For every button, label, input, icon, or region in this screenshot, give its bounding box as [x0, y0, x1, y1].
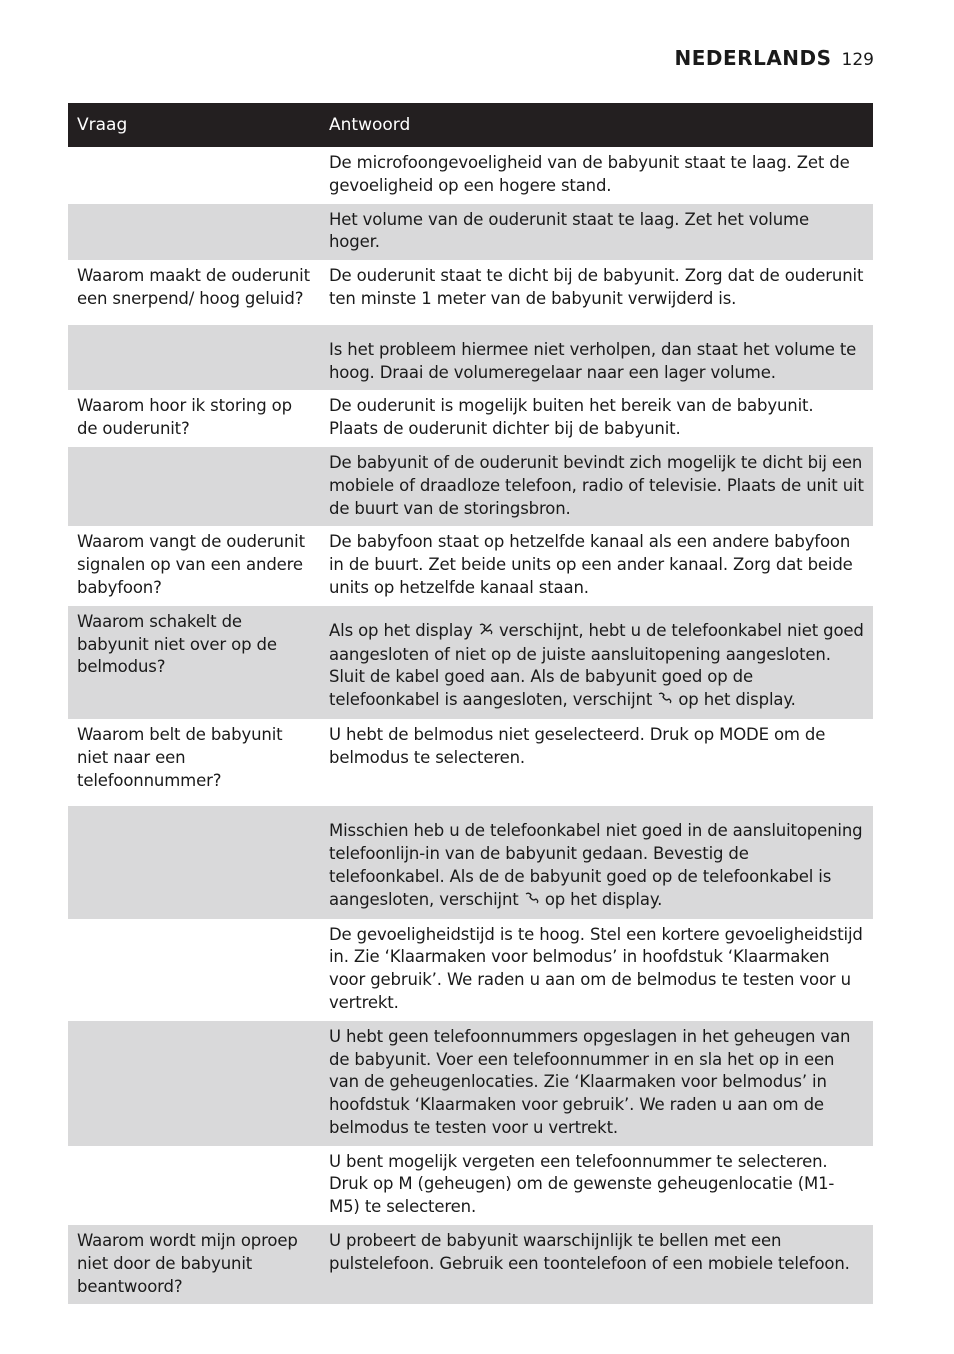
- table-row: [68, 260, 873, 325]
- answer-cell: Is het probleem hiermee niet verholpen, dan staat het volume te hoog. Draai de volumeregelaar naar een lager volume.: [320, 325, 873, 391]
- answer-text: Als op het display: [329, 620, 478, 640]
- page-number: 129: [841, 50, 874, 70]
- question-cell: [68, 1021, 320, 1146]
- table-row: [68, 806, 873, 918]
- table-row: [68, 390, 873, 447]
- table-header-row: [68, 103, 873, 147]
- question-cell: Waarom wordt mijn oproep niet door de babyunit beantwoord?: [68, 1225, 320, 1304]
- question-cell: Waarom hoor ik storing op de ouderunit?: [77, 396, 292, 439]
- table-row: [68, 204, 873, 261]
- answer-cell: De babyfoon staat op hetzelfde kanaal als een andere babyfoon in de buurt. Zet beide units op een ander kanaal. Zorg dat beide units op hetzelfde kanaal staan.: [329, 532, 853, 597]
- table-row: [68, 447, 873, 526]
- answer-cell: De babyunit of de ouderunit bevindt zich mogelijk te dicht bij een mobiele of draadloze telefoon, radio of televisie. Plaats de unit uit de buurt van de storingsbron.: [320, 447, 873, 526]
- question-cell: Waarom maakt de ouderunit een snerpend/ hoog geluid?: [77, 266, 310, 308]
- answer-cell: [320, 806, 873, 918]
- answer-text: op het display.: [539, 889, 663, 909]
- answer-cell: De ouderunit staat te dicht bij de babyunit. Zorg dat de ouderunit ten minste 1 meter van de babyunit verwijderd is.: [329, 266, 864, 308]
- question-cell: [68, 806, 320, 918]
- question-cell: Waarom belt de babyunit niet naar een telefoonnummer?: [77, 724, 283, 790]
- table-row: [68, 606, 873, 719]
- answer-cell: Het volume van de ouderunit staat te laag. Zet het volume hoger.: [320, 204, 873, 261]
- question-cell: Waarom schakelt de babyunit niet over op de belmodus?: [68, 606, 320, 719]
- question-cell: [68, 204, 320, 261]
- answer-text: verschijnt, hebt u de telefoonkabel niet goed aangesloten of niet op de juiste aansluitopening aangesloten. Sluit de kabel goed aan. Als de babyunit goed op de telefoonkabel is aangesloten, verschijnt: [329, 620, 864, 710]
- question-cell: [68, 919, 320, 1021]
- answer-text: Misschien heb u de telefoonkabel niet goed in de aansluitopening telefoonlijn-in van de babyunit gedaan. Bevestig de telefoonkabel. Als de de babyunit goed op de telefoonkabel is aangesloten, verschijnt: [329, 821, 863, 909]
- question-cell: [68, 325, 320, 391]
- answer-cell: U probeert de babyunit waarschijnlijk te bellen met een pulstelefoon. Gebruik een toontelefoon of een mobiele telefoon.: [320, 1225, 873, 1304]
- table-row: [68, 1225, 873, 1304]
- troubleshooting-table: [68, 103, 873, 1304]
- answer-text: op het display.: [673, 690, 796, 710]
- answer-cell: U hebt geen telefoonnummers opgeslagen in het geheugen van de babyunit. Voer een telefoonnummer in en sla het op in een van de geheugenlocaties. Zie ‘Klaarmaken voor belmodus’ in hoofdstuk ‘Klaarmaken voor gebruik’. We raden u aan om de belmodus te testen voor u vertrekt.: [320, 1021, 873, 1146]
- language-label: NEDERLANDS: [674, 46, 832, 70]
- page-header: [675, 46, 874, 70]
- question-cell: Waarom vangt de ouderunit signalen op van een andere babyfoon?: [77, 532, 305, 597]
- column-header-answer: Antwoord: [320, 103, 873, 147]
- answer-cell: De ouderunit is mogelijk buiten het bereik van de babyunit. Plaats de ouderunit dichter bij de babyunit.: [329, 396, 814, 439]
- answer-cell: U hebt de belmodus niet geselecteerd. Druk op MODE om de belmodus te selecteren.: [329, 724, 826, 767]
- column-header-question: Vraag: [68, 103, 320, 147]
- answer-cell: De microfoongevoeligheid van de babyunit staat te laag. Zet de gevoeligheid op een hogere stand.: [329, 153, 850, 195]
- table-row: [68, 719, 873, 806]
- table-row: [68, 1021, 873, 1146]
- answer-cell: U bent mogelijk vergeten een telefoonnummer te selecteren. Druk op M (geheugen) om de gewenste geheugenlocatie (M1-M5) te selecteren.: [329, 1151, 835, 1217]
- table-row: [68, 325, 873, 391]
- question-cell: [68, 1146, 320, 1225]
- phone-connected-icon: [657, 693, 673, 709]
- question-cell: [68, 447, 320, 526]
- table-row: [68, 1146, 873, 1225]
- answer-cell: [320, 606, 873, 719]
- question-cell: [68, 147, 320, 204]
- answer-cell: De gevoeligheidstijd is te hoog. Stel een kortere gevoeligheidstijd in. Zie ‘Klaarmaken voor belmodus’ in hoofdstuk ‘Klaarmaken voor gebruik’. We raden u aan om de belmodus te testen voor u vertrekt.: [329, 924, 863, 1012]
- phone-connected-icon: [524, 893, 540, 909]
- table-row: [68, 147, 873, 204]
- table-row: [68, 526, 873, 605]
- phone-disconnected-icon: [478, 624, 494, 640]
- table-row: [68, 919, 873, 1021]
